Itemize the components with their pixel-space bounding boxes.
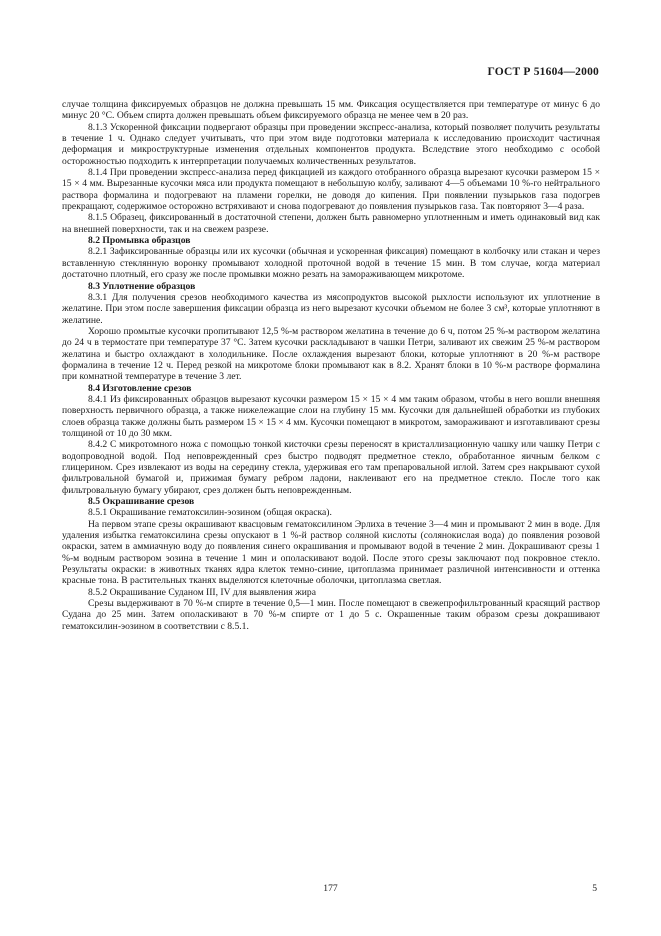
document-code: ГОСТ Р 51604—2000 — [487, 66, 599, 78]
paragraph: 8.2.1 Зафиксированные образцы или их кусочки (обычная и ускоренная фиксация) помещают в колбочку или стакан и через вставленную стеклянную воронку промывают холодной проточной водой в течение 15 мин. В том случае, когда материал достаточно плотный, его сразу же после промывки можно резать на замораживающем микротоме. — [62, 246, 600, 281]
paragraph: 8.5.1 Окрашивание гематоксилин-эозином (общая окраска). — [88, 507, 332, 519]
paragraph: 8.3.1 Для получения срезов необходимого качества из мясопродуктов высокой рыхлости используют их уплотнение в желатине. При этом после завершения фиксации образца из него вырезают кусочки объемом не более 3 см³, которые уплотняют в желатине. — [62, 291, 600, 326]
paragraph: 8.1.5 Образец, фиксированный в достаточной степени, должен быть равномерно уплотненным и иметь одинаковый вид как на внешней поверхности, так и на свежем разрезе. — [62, 212, 600, 235]
paragraph: 8.4.2 С микротомного ножа с помощью тонкой кисточки срезы переносят в кристаллизационную чашку или чашку Петри с водопроводной водой. Под неповрежденный срез быстро подводят предметное стекло, обработанное яичным белком с глицерином. Срез извлекают из воды на середину стекла, удерживая его там препаровальной иглой. Затем срез накрывают сухой фильтровальной бумагой и, прижимая бумагу ребром ладони, наклеивают его на предметное стекло. После того как фильтровальную бумагу убирают, срез должен быть неповрежденным. — [62, 439, 600, 496]
sheet-number: 5 — [592, 883, 597, 894]
paragraph: На первом этапе срезы окрашивают квасцовым гематоксилином Эрлиха в течение 3—4 мин и промывают 2 мин в воде. Для удаления избытка гематоксилина срезы опускают в 1 %-й раствор соляной кислоты (солянокислая вода) до появления розовой окраски, затем в аммиачную воду до появления синего окрашивания и промывают водой в течение 2 мин. Докрашивают срезы 1 %-м водным раствором эозина в течение 1 мин и ополаскивают водой. После этого срезы заключают под покровное стекло. Результаты окраски: в животных тканях ядра клеток темно-синие, цитоплазма принимает различной интенсивности и оттенка красные тона. В растительных тканях выделяются клеточные оболочки, цитоплазма светлая. — [62, 518, 600, 587]
section-heading: 8.2 Промывка образцов — [88, 235, 191, 247]
paragraph: 8.1.3 Ускоренной фиксации подвергают образцы при проведении экспресс-анализа, который позволяет получить результаты в течение 1 ч. Однако следует учитывать, что при этом виде подготовки материала к исследованию происходит частичная деформация и микроструктурные изменения отдельных компонентов продукта. Вследствие этого необходимо с особой осторожностью подходить к интерпретации получаемых количественных результатов. — [62, 121, 600, 167]
section-heading: 8.5 Окрашивание срезов — [88, 496, 195, 508]
continued-paragraph: случае толщина фиксируемых образцов не должна превышать 15 мм. Фиксация осуществляется при температуре от минус 6 до минус 20 °С. Объем спирта должен превышать объем фиксируемого образца не менее чем в 20 раз. — [62, 99, 600, 122]
paragraph: 8.4.1 Из фиксированных образцов вырезают кусочки размером 15 × 15 × 4 мм таким образом, чтобы в него вошли внешняя поверхность первичного образца, а также нижележащие слои на глубину 15 мм. Кусочки для дальнейшей обработки из глубоких слоев образца также должны быть размером 15 × 15 × 4 мм. Кусочки помещают в микротом, замораживают и изготавливают срезы толщиной от 10 до 30 мкм. — [62, 393, 600, 439]
paragraph: Срезы выдерживают в 70 %-м спирте в течение 0,5—1 мин. После помещают в свежепрофильтрованный красящий раствор Судана до 25 мин. Затем ополаскивают в 70 %-м спирте от 1 до 5 с. Окрашенные таким образом срезы докрашивают гематоксилин-эозином в соответствии с 8.5.1. — [62, 598, 600, 632]
section-heading: 8.3 Уплотнение образцов — [88, 280, 196, 292]
page-number: 177 — [323, 883, 338, 894]
document-body — [62, 99, 600, 632]
paragraph: Хорошо промытые кусочки пропитывают 12,5 %-м раствором желатина в течение до 6 ч, потом 25 %-м раствором желатина до 24 ч в термостате при температуре 37 °С. Затем кусочки раскладывают в чашки Петри, заливают их свежим 25 %-м раствором желатина и быстро охлаждают в холодильнике. После охлаждения вырезают блоки, которые уплотняют в 20 %-м растворе формалина в течение 12 ч. Перед резкой на микротоме блоки промывают как в 8.2. Хранят блоки в 10 %-м растворе формалина при комнатной температуре в течение 3 лет. — [62, 325, 600, 383]
paragraph: 8.5.2 Окрашивание Суданом III, IV для выявления жира — [88, 586, 316, 598]
paragraph: 8.1.4 При проведении экспресс-анализа перед фикцацией из каждого отобранного образца вырезают кусочки размером 15 × 15 × 4 мм. Вырезанные кусочки мяса или продукта помещают в небольшую колбу, заливают 4—5 объемами 10 %-го нейтрального раствора формалина и подогревают на пламени горелки, не доводя до кипения. При появлении пузырьков газа подогрев прекращают, содержимое осторожно встряхивают и снова подогревают до появления пузырьков газа. Так повторяют 3—4 раза. — [62, 167, 600, 213]
section-heading: 8.4 Изготовление срезов — [88, 382, 192, 394]
